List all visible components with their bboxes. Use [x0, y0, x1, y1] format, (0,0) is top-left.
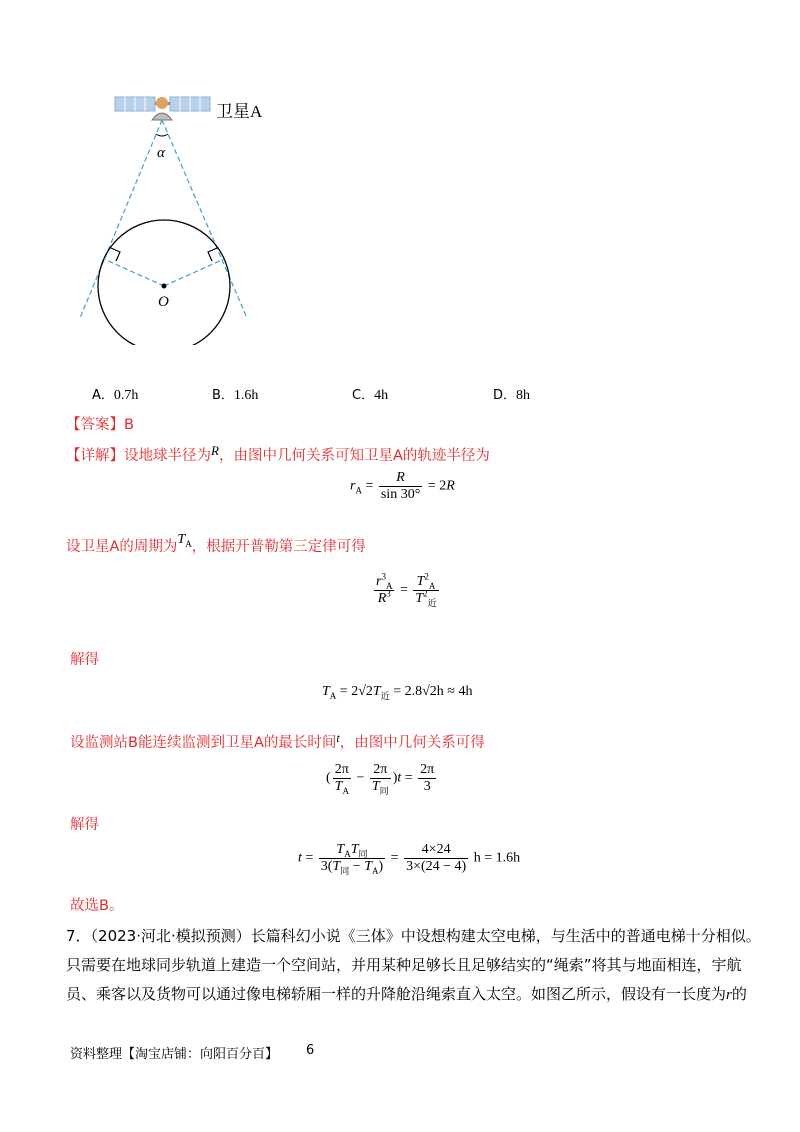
detail-line-2-a: 设卫星A的周期为	[66, 539, 178, 555]
tangent-line-left	[80, 120, 162, 318]
detail-line-2-b: ，根据开普勒第三定律可得	[191, 539, 366, 555]
detail-line-1: 【详解】设地球半径为R，由图中几何关系可知卫星A的轨迹半径为	[66, 443, 490, 464]
solve-label-1: 解得	[70, 652, 99, 668]
detail-line-2: 设卫星A的周期为$T_A$，根据开普勒第三定律可得	[66, 532, 366, 555]
equation-period: $T_A = 2√2T_近 = 2.8√2h \approx 4h$	[322, 684, 473, 701]
detail-line-3-a: 设监测站B能连续监测到卫星A的最长时间	[70, 735, 337, 751]
option-a	[92, 384, 138, 404]
satellite-geometry-figure	[70, 85, 270, 345]
radius-left	[104, 259, 164, 286]
satellite-icon	[115, 97, 210, 120]
footer-source: 资料整理【淘宝店铺：向阳百分百】	[70, 1047, 279, 1062]
page-number: 6	[306, 1043, 315, 1058]
solve-label-2: 解得	[70, 817, 99, 833]
option-b	[212, 384, 258, 404]
option-d	[493, 384, 530, 404]
answer-line: 【答案】B	[66, 417, 134, 433]
center-point	[162, 284, 167, 289]
option-a-letter: A．	[92, 388, 114, 403]
right-angle-mark-right	[208, 248, 217, 261]
question-7-line-2: 只需要在地球同步轨道上建造一个空间站，并用某种足够长且足够结实的“绳索”将其与地面相连，宇航	[66, 956, 742, 974]
equation-time-result: t = $\frac{T_AT_同}{3(T_同 - T_A)}$ = $\frac{4\times 24}{3\times(24 - 4)}$ h = 1.6h	[298, 842, 521, 876]
detail-line-3: 设监测站B能连续监测到卫星A的最长时间$^t$，由图中几何关系可得	[70, 731, 485, 751]
equation-orbit-radius: $r_A$ = $\frac{R}{\sin 30^\circ}$ = 2R	[350, 470, 455, 502]
detail-line-1-b: ，由图中几何关系可知卫星A的轨迹半径为	[218, 448, 490, 464]
option-d-value: 8h	[516, 388, 531, 403]
equation-kepler: $\frac{r^3_A}{R^3}$ = $\frac{T^2_A}{T^2_近}$	[376, 571, 437, 608]
right-angle-mark-left	[111, 248, 120, 261]
tangent-line-right	[162, 120, 247, 318]
option-c-letter: C．	[352, 388, 375, 403]
earth-circle	[98, 220, 230, 345]
detail-line-3-b: ，由图中几何关系可得	[339, 735, 485, 751]
option-c-value: 4h	[374, 388, 389, 403]
radius-right	[164, 259, 224, 286]
angle-label: α	[157, 145, 165, 161]
question-7	[66, 922, 761, 1010]
option-a-value: 0.7h	[113, 388, 139, 403]
option-d-letter: D．	[493, 388, 517, 403]
option-b-value: 1.6h	[233, 388, 259, 403]
conclusion: 故选B。	[70, 898, 124, 914]
equation-time-relation: ( $\frac{2\pi}{T_A}$ − $\frac{2\pi}{T_同}$ )t = $\frac{2\pi}{3}$	[326, 762, 435, 796]
option-c	[352, 384, 388, 404]
question-7-line-1: 7．（2023·河北·模拟预测）长篇科幻小说《三体》中设想构建太空电梯，与生活中的普通电梯十分相似。	[66, 927, 761, 945]
detail-line-1-a: 设地球半径为	[124, 448, 211, 464]
option-b-letter: B．	[212, 388, 234, 403]
satellite-label: 卫星A	[216, 102, 263, 121]
center-label: O	[158, 294, 169, 310]
detail-label: 【详解】	[66, 448, 124, 464]
question-7-line-3: 员、乘客以及货物可以通过像电梯轿厢一样的升降舱沿绳索直入太空。如图乙所示，假设有一长度为r的	[66, 985, 747, 1003]
